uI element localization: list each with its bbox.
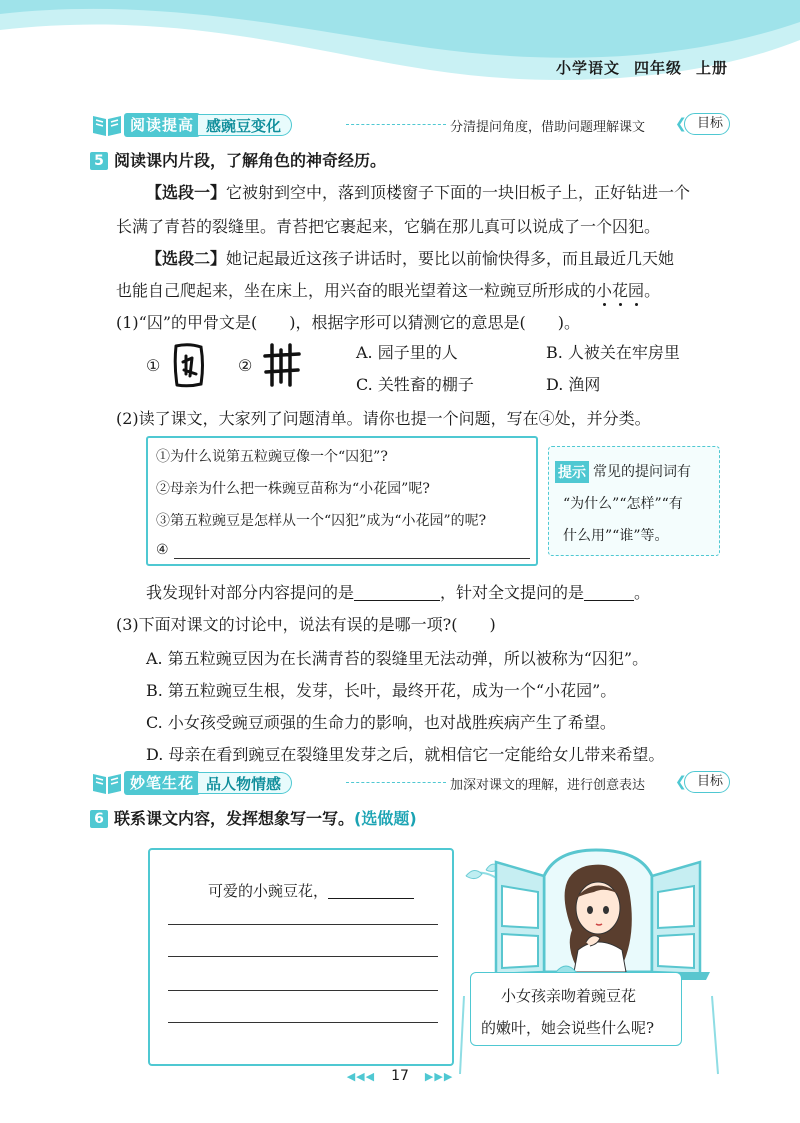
- header-volume: 上册: [695, 59, 728, 77]
- prompt-text: 可爱的小豌豆花，: [208, 882, 329, 900]
- emphasis-char: 园: [628, 281, 645, 300]
- glyph-2-label: ②: [238, 356, 253, 375]
- tip-line: 什么用”“谁”等。: [563, 528, 669, 544]
- section-bar-writing: [90, 770, 730, 796]
- option-b: B. 第五粒豌豆生根，发芽，长叶，最终开花，成为一个“小花园”。: [146, 681, 617, 700]
- fill-text: 。: [634, 583, 651, 602]
- fill-in-line: [146, 580, 650, 603]
- divider: [346, 782, 446, 783]
- header-wave: [0, 0, 800, 92]
- header-subject: 小学语文: [555, 59, 620, 77]
- question-text: 阅读课内片段，了解角色的神奇经历。: [114, 151, 387, 170]
- question-list-box: [146, 436, 538, 566]
- section-goal-text: 加深对课文的理解，进行创意表达: [450, 778, 646, 793]
- option-c: C. 关牲畜的棚子: [356, 375, 474, 394]
- writing-line[interactable]: [168, 956, 438, 957]
- question-6-title: [90, 806, 417, 829]
- passage-text: 它被射到空中，落到顶楼窗子下面的一块旧板子上，正好钻进一个: [226, 183, 691, 202]
- page-number: 17: [391, 1068, 409, 1084]
- section-name: 阅读提高: [124, 113, 200, 137]
- divider: [346, 124, 446, 125]
- bubble-line: 小女孩亲吻着豌豆花: [501, 987, 637, 1005]
- option-b: B. 人被关在牢房里: [546, 343, 680, 362]
- writing-line[interactable]: [168, 924, 438, 925]
- writing-prompt: [208, 880, 414, 901]
- list-item: ②母亲为什么把一株豌豆苗称为“小花园”呢?: [156, 481, 430, 497]
- tip-badge: 提示: [555, 461, 589, 483]
- goal-badge: ❮ 目标: [684, 113, 730, 135]
- option-a: A. 园子里的人: [356, 343, 458, 362]
- tip-box: [548, 446, 720, 556]
- optional-tag: (选做题): [354, 809, 417, 828]
- oracle-glyph-1-icon: [170, 340, 208, 390]
- question-number: 6: [90, 810, 108, 828]
- book-icon: [90, 112, 124, 138]
- tip-line: 常见的提问词有: [593, 464, 691, 480]
- list-item: ④: [156, 542, 169, 558]
- option-d: D. 母亲在看到豌豆在裂缝里发芽之后，就相信它一定能给女儿带来希望。: [146, 745, 665, 764]
- section-sub: 感豌豆变化: [198, 114, 292, 136]
- prev-arrows-icon: ◀◀◀: [346, 1070, 376, 1083]
- fill-text: 我发现针对部分内容提问的是: [146, 583, 355, 602]
- answer-line[interactable]: [174, 558, 530, 559]
- header-grade: 四年级: [633, 59, 682, 77]
- passage-text: 。: [644, 281, 661, 300]
- list-item: ③第五粒豌豆是怎样从一个“囚犯”成为“小花园”的呢?: [156, 513, 487, 529]
- emphasis-char: 小: [596, 281, 613, 300]
- goal-badge: ❮ 目标: [684, 771, 730, 793]
- option-c: C. 小女孩受豌豆顽强的生命力的影响，也对战胜疾病产生了希望。: [146, 713, 616, 732]
- list-item: ①为什么说第五粒豌豆像一个“囚犯”?: [156, 449, 388, 465]
- passage-text: 也能自己爬起来，坐在床上，用兴奋的眼光望着这一粒豌豆所形成的: [116, 281, 597, 300]
- question-number: 5: [90, 152, 108, 170]
- oracle-glyph-2-icon: [262, 342, 302, 388]
- writing-box: [148, 848, 454, 1066]
- passage-1-line-1: [146, 180, 690, 203]
- bubble-line: 的嫩叶，她会说些什么呢?: [481, 1019, 655, 1037]
- option-d: D. 渔网: [546, 375, 601, 394]
- question-text: 联系课文内容，发挥想象写一写。: [114, 809, 355, 828]
- question-5-title: [90, 148, 386, 171]
- emphasis-char: 花: [612, 281, 629, 300]
- page-footer: [0, 1068, 800, 1084]
- passage-2-line-1: [146, 246, 674, 269]
- answer-blank[interactable]: [584, 585, 634, 601]
- sub-question-2: (2)读了课文，大家列了问题清单。请你也提一个问题，写在④处，并分类。: [116, 409, 651, 428]
- section-goal-text: 分清提问角度，借助问题理解课文: [450, 120, 646, 135]
- passage-2-line-2: [116, 278, 660, 301]
- writing-line[interactable]: [168, 1022, 438, 1023]
- passage-label: 【选段二】: [146, 249, 227, 268]
- writing-line[interactable]: [168, 990, 438, 991]
- section-sub: 品人物情感: [198, 772, 292, 794]
- sub-question-3: (3)下面对课文的讨论中，说法有误的是哪一项?( ): [116, 615, 496, 634]
- passage-text: 她记起最近这孩子讲话时，要比以前愉快得多，而且最近几天她: [226, 249, 675, 268]
- speech-bubble: [470, 972, 682, 1046]
- next-arrows-icon: ▶▶▶: [424, 1070, 454, 1083]
- sub-question-1: (1)“囚”的甲骨文是( )，根据字形可以猜测它的意思是( )。: [116, 313, 580, 332]
- glyph-1-label: ①: [146, 356, 161, 375]
- tip-line: “为什么”“怎样”“有: [563, 496, 683, 512]
- header-title: [542, 57, 728, 78]
- passage-label: 【选段一】: [146, 183, 227, 202]
- passage-1-line-2: 长满了青苔的裂缝里。青苔把它裹起来，它躺在那儿真可以说成了一个囚犯。: [116, 217, 661, 236]
- option-a: A. 第五粒豌豆因为在长满青苔的裂缝里无法动弹，所以被称为“囚犯”。: [146, 649, 649, 668]
- section-bar-reading: [90, 112, 730, 138]
- answer-blank[interactable]: [328, 883, 414, 899]
- fill-text: ，针对全文提问的是: [440, 583, 585, 602]
- section-name: 妙笔生花: [124, 771, 200, 795]
- answer-blank[interactable]: [354, 585, 440, 601]
- book-icon: [90, 770, 124, 796]
